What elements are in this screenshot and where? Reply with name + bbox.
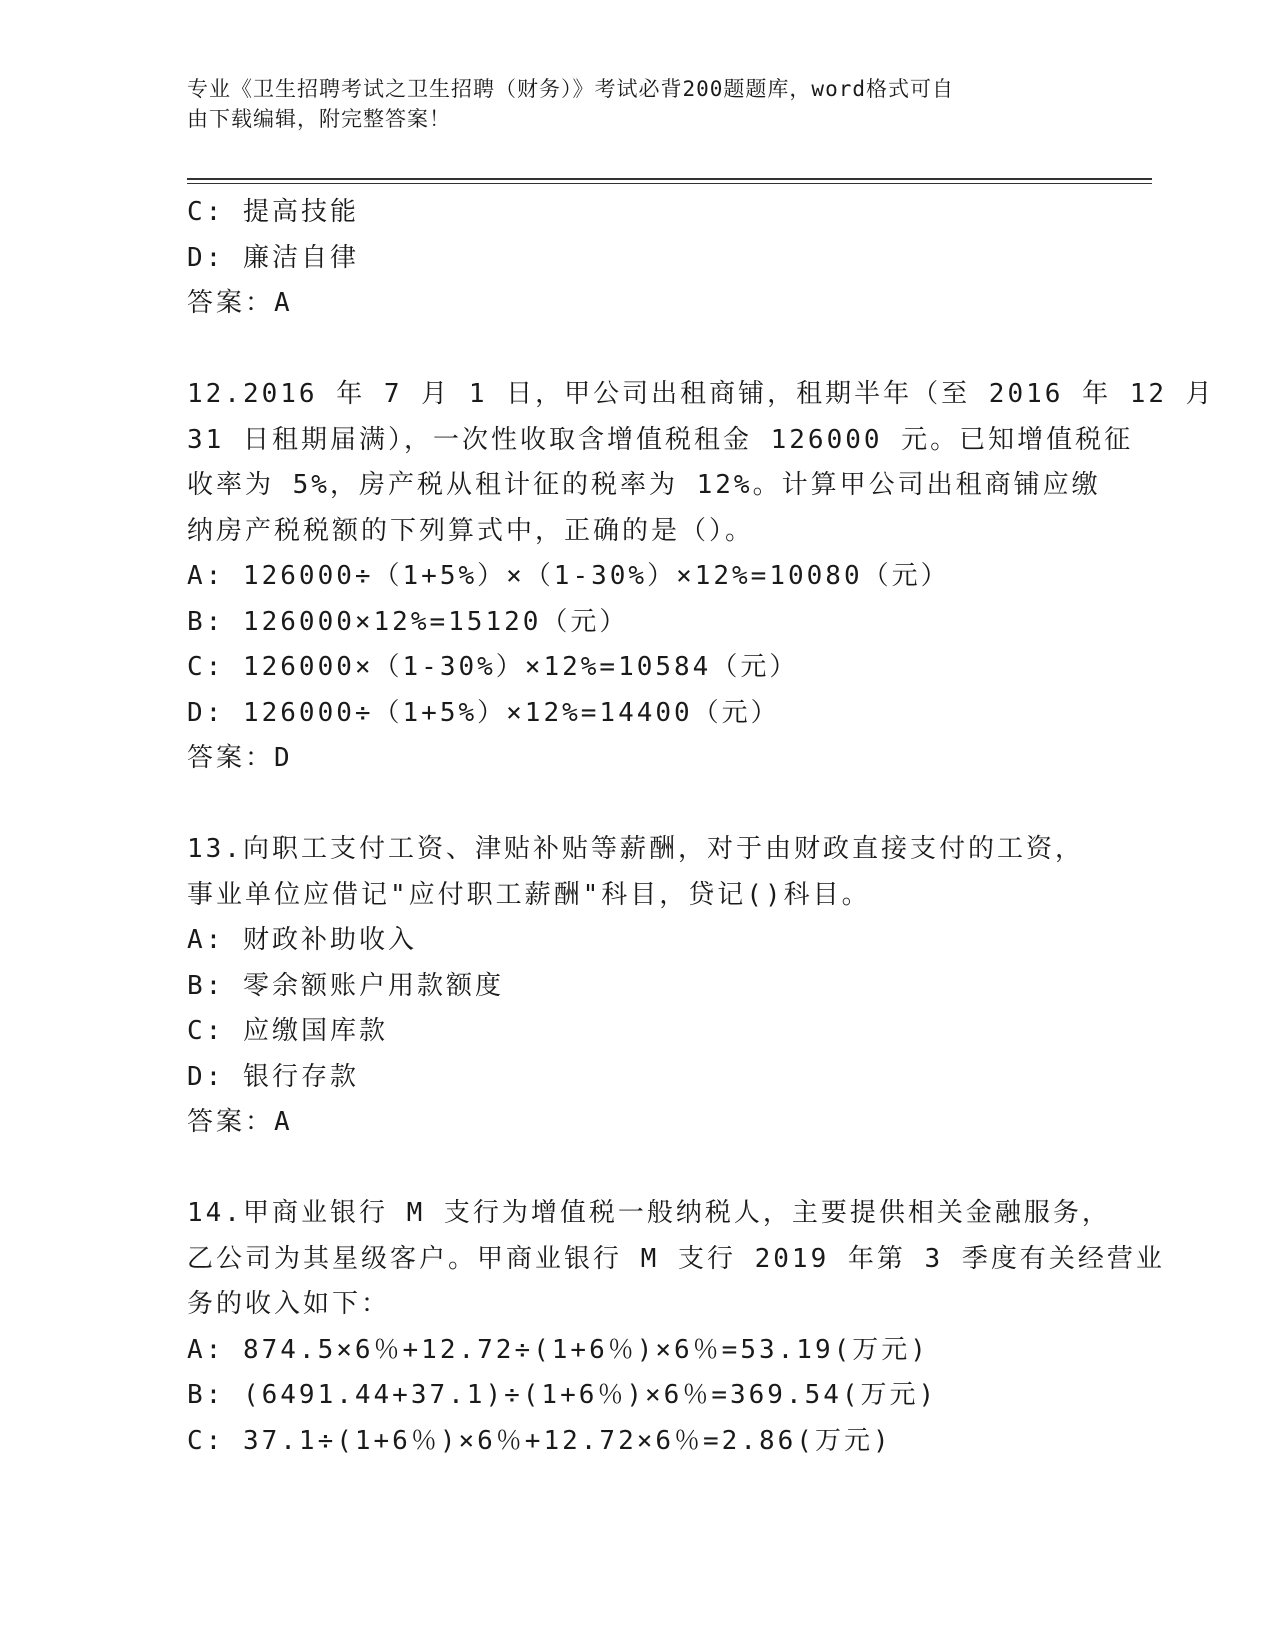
q11-option-d: D: 廉洁自律 [187, 242, 359, 273]
q14-stem-line-2: 乙公司为其星级客户。甲商业银行 M 支行 2019 年第 3 季度有关经营业 [187, 1243, 1165, 1274]
q14-stem-line-1: 14.甲商业银行 M 支行为增值税一般纳税人，主要提供相关金融服务， [187, 1198, 1111, 1228]
q12-option-a: A: 126000÷（1+5%）×（1-30%）×12%=10080（元） [187, 561, 950, 591]
q12-option-c: C: 126000×（1-30%）×12%=10584（元） [187, 652, 799, 682]
q12-answer: 答案：D [187, 743, 293, 773]
q12-stem-line-3: 收率为 5%，房产税从租计征的税率为 12%。计算甲公司出租商铺应缴 [187, 470, 1101, 500]
header-line-1: 专业《卫生招聘考试之卫生招聘（财务）》考试必背200题题库，word格式可自 [187, 77, 954, 101]
q14-stem-line-3: 务的收入如下： [187, 1289, 391, 1319]
q14-option-b: B: (6491.44+37.1)÷(1+6％)×6％=369.54(万元) [187, 1380, 938, 1410]
q13-answer: 答案：A [187, 1107, 293, 1137]
question-content [187, 190, 1215, 1464]
q13-option-c: C: 应缴国库款 [187, 1016, 388, 1046]
q11-answer: 答案：A [187, 288, 293, 318]
q11-option-c: C: 提高技能 [187, 197, 359, 227]
q13-option-d: D: 银行存款 [187, 1061, 359, 1092]
q13-option-b: B: 零余额账户用款额度 [187, 970, 504, 1001]
header-divider-thick [187, 178, 1152, 180]
q12-option-d: D: 126000÷（1+5%）×12%=14400（元） [187, 697, 780, 728]
q12-stem-line-4: 纳房产税税额的下列算式中，正确的是（）。 [187, 515, 755, 546]
header-divider-thin [187, 183, 1152, 184]
q14-option-c: C: 37.1÷(1+6％)×6％+12.72×6％=2.86(万元) [187, 1425, 892, 1456]
q13-stem-line-2: 事业单位应借记"应付职工薪酬"科目，贷记()科目。 [187, 879, 871, 910]
header-line-2: 由下载编辑，附完整答案！ [187, 107, 451, 131]
q14-option-a: A: 874.5×6％+12.72÷(1+6％)×6％=53.19(万元) [187, 1334, 929, 1365]
q13-stem-line-1: 13.向职工支付工资、津贴补贴等薪酬，对于由财政直接支付的工资， [187, 834, 1084, 864]
page-header [187, 74, 1067, 134]
q12-stem-line-1: 12.2016 年 7 月 1 日，甲公司出租商铺，租期半年（至 2016 年 12 月 [187, 379, 1215, 409]
q12-stem-line-2: 31 日租期届满），一次性收取含增值税租金 126000 元。已知增值税征 [187, 424, 1134, 455]
q12-option-b: B: 126000×12%=15120（元） [187, 606, 629, 637]
spacer [187, 782, 1087, 828]
q13-option-a: A: 财政补助收入 [187, 925, 417, 955]
spacer [187, 327, 1087, 373]
spacer [187, 1146, 1087, 1192]
